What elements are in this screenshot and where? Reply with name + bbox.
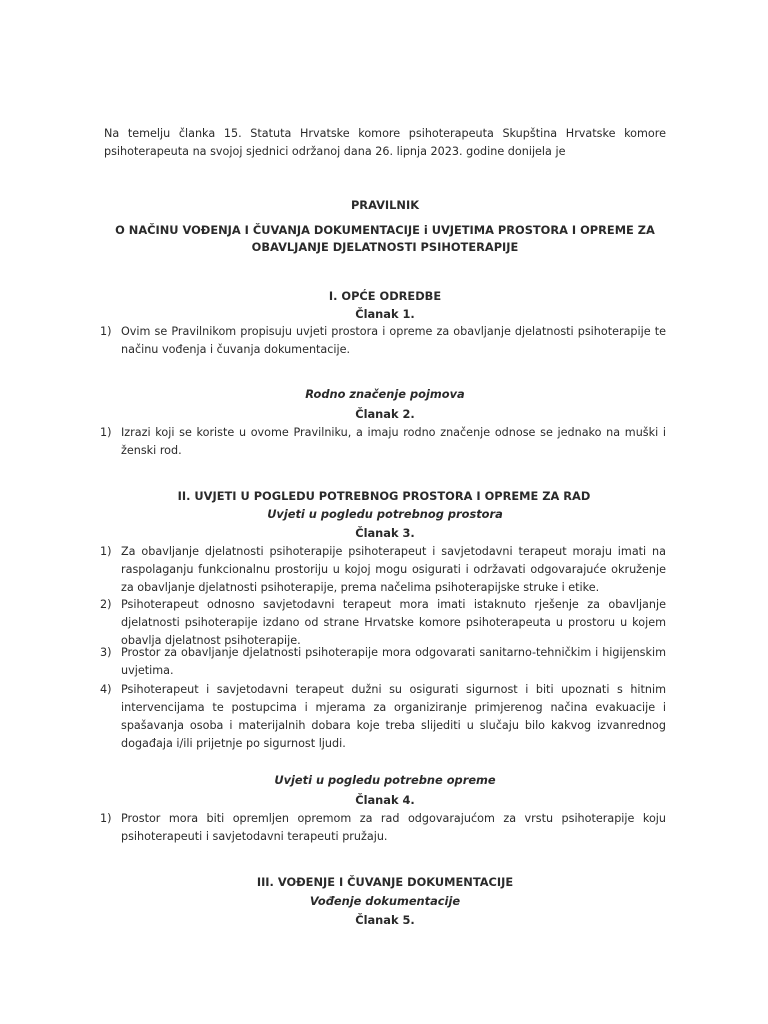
item-number: 1) — [100, 545, 112, 558]
subheading-prostor: Uvjeti u pogledu potrebnog prostora — [267, 507, 503, 521]
item-text: Ovim se Pravilnikom propisuju uvjeti prostora i opreme za obavljanje djelatnosti psihoterapije te načinu vođenja i čuvanja dokumentacije. — [121, 325, 666, 356]
section-heading-1: I. OPĆE ODREDBE — [328, 289, 442, 303]
subheading-vodenje: Vođenje dokumentacije — [309, 894, 461, 908]
article-label-1: Članak 1. — [355, 307, 415, 321]
item-number: 1) — [100, 325, 112, 338]
title-pravilnik: PRAVILNIK — [350, 198, 420, 212]
article-1-item-1 — [100, 323, 666, 359]
section-heading-3: III. VOĐENJE I ČUVANJE DOKUMENTACIJE — [256, 875, 514, 889]
article-4-item-1 — [100, 810, 666, 846]
article-3-item-4 — [100, 681, 666, 753]
article-2-item-1 — [100, 424, 666, 460]
article-label-3: Članak 3. — [355, 526, 415, 540]
article-3-item-1 — [100, 543, 666, 597]
item-text: Psihoterapeut i savjetodavni terapeut dužni su osigurati sigurnost i biti upoznati s hitnim intervencijama te postupcima i mjerama za organiziranje primjerenog načina evakuacije i spašavanja osoba i materijalnih dobara koje treba slijediti u slučaju bilo kakvog izvanrednog događaja i/ili prijetnje po sigurnost ljudi. — [121, 683, 666, 750]
item-number: 3) — [100, 646, 112, 659]
item-number: 1) — [100, 812, 112, 825]
item-number: 4) — [100, 683, 112, 696]
item-text: Prostor za obavljanje djelatnosti psihoterapije mora odgovarati sanitarno-tehničkim i higijenskim uvjetima. — [121, 646, 666, 677]
item-number: 2) — [100, 598, 112, 611]
title-line-3: OBAVLJANJE DJELATNOSTI PSIHOTERAPIJE — [251, 240, 519, 254]
item-text: Prostor mora biti opremljen opremom za rad odgovarajućom za vrstu psihoterapije koju psihoterapeuti i savjetodavni terapeuti pružaju. — [121, 812, 666, 843]
title-line-2: O NAČINU VOĐENJA I ČUVANJA DOKUMENTACIJE i UVJETIMA PROSTORA I OPREME ZA — [115, 223, 655, 237]
article-3-item-3 — [100, 644, 666, 680]
article-label-2: Članak 2. — [355, 407, 415, 421]
article-label-4: Članak 4. — [355, 793, 415, 807]
article-label-5: Članak 5. — [355, 913, 415, 927]
subheading-rodno-znacenje: Rodno značenje pojmova — [305, 387, 465, 401]
item-number: 1) — [100, 426, 112, 439]
item-text: Izrazi koji se koriste u ovome Pravilniku, a imaju rodno značenje odnose se jednako na muški i ženski rod. — [121, 426, 666, 457]
preamble-paragraph: Na temelju članka 15. Statuta Hrvatske komore psihoterapeuta Skupština Hrvatske komore psihoterapeuta na svojoj sjednici održanoj dana 26. lipnja 2023. godine donijela je — [104, 127, 666, 158]
article-3-item-2 — [100, 596, 666, 650]
item-text: Psihoterapeut odnosno savjetodavni terapeut mora imati istaknuto rješenje za obavljanje djelatnosti psihoterapije izdano od strane Hrvatske komore psihoterapeuta u prostoru u kojem obavlja djelatnost psihoterapije. — [121, 598, 666, 647]
item-text: Za obavljanje djelatnosti psihoterapije psihoterapeut i savjetodavni terapeut moraju imati na raspolaganju funkcionalnu prostoriju u kojoj mogu osigurati i održavati odgovarajuće okruženje za obavljanje djelatnosti psihoterapije, prema načelima psihoterapijske struke i etike. — [121, 545, 666, 594]
section-heading-2: II. UVJETI U POGLEDU POTREBNOG PROSTORA I OPREME ZA RAD — [177, 489, 591, 503]
subheading-oprema: Uvjeti u pogledu potrebne opreme — [274, 773, 496, 787]
